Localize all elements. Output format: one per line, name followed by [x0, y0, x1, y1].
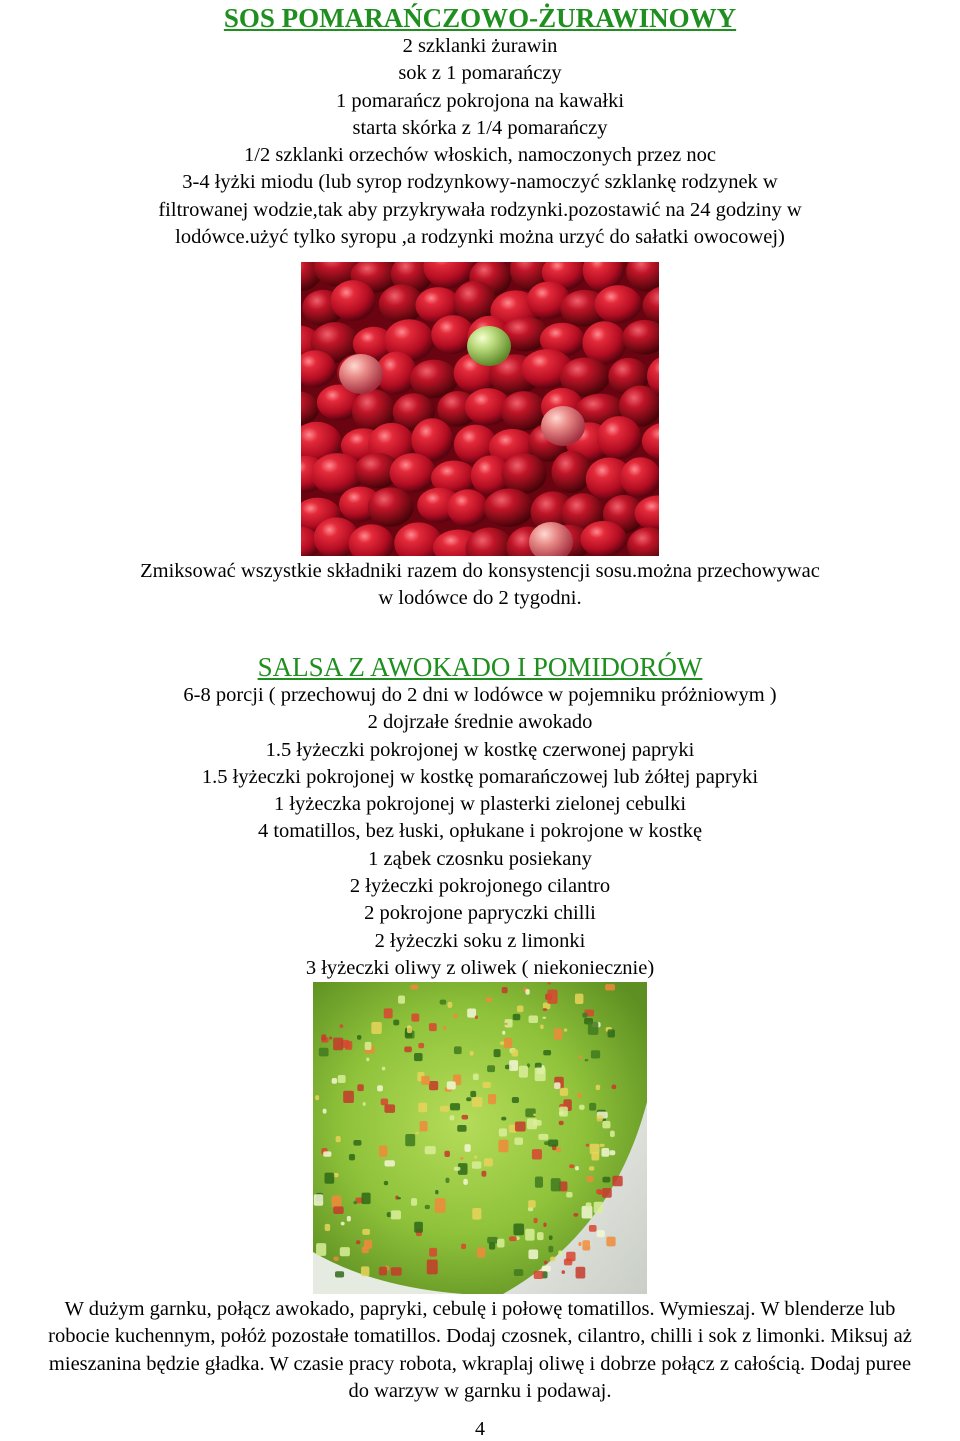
guacamole-chunk — [528, 1200, 536, 1208]
guacamole-chunk — [362, 1247, 369, 1253]
guacamole-chunk — [405, 1134, 415, 1146]
guacamole-chunk — [454, 1046, 462, 1054]
guacamole-chunk — [597, 1115, 603, 1121]
guacamole-chunk — [319, 1048, 329, 1057]
guacamole-chunk — [357, 1035, 361, 1040]
guacamole-chunk — [517, 1006, 524, 1013]
guacamole-chunk — [589, 1225, 597, 1232]
guacamole-chunk — [534, 1271, 543, 1279]
recipe2-instructions — [0, 1296, 960, 1405]
cranberry — [368, 487, 414, 526]
cranberry — [501, 453, 546, 494]
guacamole-chunk — [532, 1149, 542, 1159]
guacamole-chunk — [462, 1115, 469, 1120]
guacamole-chunk — [612, 1085, 617, 1090]
guacamole-chunk — [499, 1128, 507, 1136]
guacamole-chunk — [549, 1235, 553, 1240]
guacamole-chunk — [470, 1091, 476, 1097]
guacamole-chunk — [314, 1194, 323, 1206]
guacamole-chunk — [586, 1144, 590, 1147]
guacamole-chunk — [323, 1109, 327, 1114]
guacamole-chunk — [357, 1084, 363, 1091]
guacamole-chunk — [332, 1195, 342, 1207]
guacamole-chunk — [332, 1078, 337, 1084]
instruction-line: w lodówce do 2 tygodni. — [378, 587, 582, 610]
guacamole-chunk — [542, 1266, 551, 1272]
cranberry — [597, 416, 642, 459]
guacamole-chunk — [466, 1097, 471, 1101]
guacamole-chunk — [576, 1267, 586, 1279]
guacamole-chunk — [544, 1261, 548, 1265]
guacamole-chunk — [529, 1015, 538, 1023]
guacamole-chunk — [465, 1144, 471, 1152]
guacamole-chunk — [588, 1022, 598, 1035]
guacamole-chunk — [418, 1103, 427, 1113]
guacamole-chunk — [365, 1042, 372, 1050]
cranberry — [447, 489, 488, 526]
guacamole-chunk — [379, 1145, 387, 1156]
guacamole-chunk — [484, 1158, 493, 1166]
guacamole-chunk — [444, 1151, 450, 1157]
guacamole-chunk — [578, 1242, 581, 1246]
guacamole-chunk — [591, 1152, 599, 1161]
guacamole-chunk — [371, 1022, 381, 1034]
instruction-line: W dużym garnku, połącz awokado, papryki, cebulę i połowę tomatillos. Wymieszaj. W blenderze lub — [64, 1298, 896, 1320]
guacamole-chunk — [528, 1250, 538, 1260]
guacamole-chunk — [414, 1053, 423, 1061]
guacamole-chunk — [582, 1240, 590, 1250]
guacamole-chunk — [475, 1015, 478, 1019]
guacamole-chunk — [356, 1240, 361, 1244]
guacamole-chunk — [550, 1257, 555, 1262]
recipe1-instructions — [0, 558, 960, 613]
guacamole-chunk — [324, 1173, 334, 1184]
guacamole-chunk — [596, 1085, 600, 1090]
guacamole-chunk — [447, 1081, 456, 1089]
guacamole-photo — [313, 982, 647, 1294]
cranberries-photo — [301, 262, 659, 556]
guacamole-chunk — [509, 1236, 517, 1241]
guacamole-chunk — [559, 1107, 568, 1117]
guacamole-chunk — [579, 1055, 582, 1058]
guacamole-chunk — [425, 1146, 436, 1154]
guacamole-chunk — [527, 1118, 537, 1129]
guacamole-chunk — [382, 1067, 386, 1071]
guacamole-chunk — [548, 1140, 558, 1147]
guacamole-chunk — [391, 1210, 401, 1219]
guacamole-chunk — [362, 1229, 370, 1235]
guacamole-chunk — [534, 1218, 538, 1223]
guacamole-chunk — [489, 1242, 495, 1250]
guacamole-chunk — [339, 1024, 343, 1028]
guacamole-chunk — [448, 1002, 453, 1008]
page-number: 4 — [475, 1418, 485, 1440]
ingredient-line: sok z 1 pomarańczy — [398, 62, 562, 85]
guacamole-chunk — [410, 985, 418, 990]
guacamole-chunk — [381, 1099, 388, 1106]
guacamole-chunk — [485, 998, 492, 1002]
instruction-line: Zmiksować wszystkie składniki razem do konsystencji sosu.można przechowywac — [140, 560, 820, 582]
ingredient-line: 2 dojrzałe średnie awokado — [367, 711, 593, 734]
guacamole-chunk — [609, 1150, 615, 1155]
ingredient-line: 1.5 łyżeczki pokrojonej w kostkę pomarańczowej lub żółtej papryki — [201, 765, 759, 788]
cranberry — [551, 451, 591, 493]
ingredient-line: 1 ząbek czosnku posiekany — [368, 847, 592, 870]
cranberries-illustration — [301, 262, 659, 556]
guacamole-chunk — [379, 1267, 387, 1276]
guacamole-chunk — [425, 1205, 430, 1209]
guacamole-chunk — [450, 1115, 455, 1120]
guacamole-chunk — [429, 1081, 438, 1090]
guacamole-chunk — [533, 1113, 536, 1116]
guacamole-chunk — [602, 1121, 610, 1128]
guacamole-chunk — [407, 1026, 412, 1033]
guacamole-chunk — [472, 1161, 481, 1168]
guacamole-chunk — [579, 1105, 584, 1110]
guacamole-chunk — [421, 1076, 430, 1085]
guacamole-chunk — [543, 1222, 546, 1227]
ingredient-line: 1.5 łyżeczki pokrojonej w kostkę czerwonej papryki — [265, 738, 695, 761]
guacamole-chunk — [321, 1034, 326, 1040]
guacamole-chunk — [602, 1188, 612, 1198]
guacamole-chunk — [564, 1028, 568, 1031]
guacamole-chunk — [404, 1046, 412, 1052]
recipe1-ingredients — [0, 33, 960, 251]
ingredient-line: 2 łyżeczki soku z limonki — [374, 929, 586, 952]
guacamole-chunk — [362, 1193, 371, 1204]
guacamole-chunk — [461, 1244, 466, 1250]
guacamole-chunk — [548, 982, 552, 985]
cranberry — [331, 280, 376, 321]
guacamole-chunk — [397, 1197, 401, 1199]
guacamole-chunk — [558, 1250, 562, 1256]
ingredient-line: 4 tomatillos, bez łuski, opłukane i pokrojone w kostkę — [257, 820, 703, 843]
instruction-line: robocie kuchennym, połóż pozostałe tomatillos. Dodaj czosnek, cilantro, chilli i sok z limonki. Miksuj aż — [48, 1325, 912, 1348]
guacamole-chunk — [427, 1259, 438, 1274]
guacamole-chunk — [537, 1232, 544, 1240]
guacamole-chunk — [575, 1166, 579, 1170]
ingredient-line: 1 łyżeczka pokrojonej w plasterki zielonej cebulki — [273, 793, 687, 816]
guacamole-chunk — [566, 1192, 572, 1197]
guacamole-chunk — [323, 1151, 331, 1156]
instruction-line: mieszanina będzie gładka. W czasie pracy robota, wkraplaj oliwę i dobrze połącz z całością. Dodaj puree — [48, 1352, 912, 1375]
guacamole-chunk — [473, 1074, 479, 1081]
guacamole-chunk — [443, 1026, 447, 1030]
guacamole-chunk — [488, 1094, 496, 1104]
guacamole-chunk — [512, 1097, 519, 1103]
guacamole-chunk — [540, 1024, 544, 1029]
guacamole-chunk — [474, 1155, 477, 1159]
guacamole-chunk — [487, 1065, 495, 1072]
guacamole-chunk — [525, 1229, 534, 1241]
guacamole-chunk — [398, 995, 405, 1003]
guacamole-chunk — [336, 1136, 341, 1142]
guacamole-chunk — [509, 1060, 518, 1071]
guacamole-illustration — [313, 982, 647, 1294]
guacamole-chunk — [594, 1202, 603, 1213]
guacamole-chunk — [586, 1202, 592, 1208]
guacamole-chunk — [460, 1157, 463, 1159]
guacamole-chunk — [333, 1206, 343, 1214]
guacamole-chunk — [519, 1066, 528, 1078]
guacamole-chunk — [384, 1008, 393, 1018]
recipe2-title: SALSA Z AWOKADO I POMIDORÓW — [257, 652, 703, 682]
guacamole-chunk — [608, 1029, 615, 1037]
guacamole-chunk — [440, 1000, 447, 1005]
guacamole-chunk — [573, 1213, 578, 1217]
guacamole-chunk — [349, 1154, 355, 1160]
guacamole-chunk — [347, 1216, 351, 1222]
guacamole-chunk — [548, 1246, 553, 1253]
cranberry — [580, 521, 626, 556]
guacamole-chunk — [582, 1013, 587, 1018]
guacamole-chunk — [377, 1085, 383, 1091]
guacamole-chunk — [353, 1140, 361, 1146]
guacamole-chunk — [453, 1014, 457, 1018]
guacamole-chunk — [560, 1088, 568, 1096]
guacamole-chunk — [472, 1097, 482, 1107]
ingredient-line: lodówce.użyć tylko syropu ,a rodzynki można urzyć do sałatki owocowej) — [175, 226, 785, 249]
ingredient-line: 1/2 szklanki orzechów włoskich, namoczonych przez noc — [244, 144, 716, 167]
guacamole-chunk — [606, 1237, 615, 1247]
ingredient-line: 2 łyżeczki pokrojonego cilantro — [349, 875, 611, 898]
guacamole-chunk — [602, 1177, 610, 1183]
guacamole-chunk — [450, 1103, 460, 1110]
guacamole-chunk — [440, 1106, 449, 1112]
guacamole-chunk — [418, 1043, 424, 1048]
guacamole-chunk — [535, 1067, 546, 1081]
guacamole-chunk — [591, 1050, 600, 1058]
guacamole-chunk — [569, 1164, 574, 1168]
guacamole-chunk — [514, 1269, 523, 1276]
guacamole-chunk — [587, 1176, 594, 1182]
ingredient-line: 3 łyżeczki oliwy z oliwek ( niekoniecznie) — [305, 956, 655, 979]
guacamole-chunk — [315, 1095, 319, 1100]
guacamole-chunk — [502, 987, 508, 993]
guacamole-chunk — [384, 1160, 394, 1166]
ingredient-line: 6-8 porcji ( przechowuj do 2 dni w lodówce w pojemniku próżniowym ) — [183, 684, 777, 706]
guacamole-chunk — [535, 1063, 542, 1068]
guacamole-chunk — [445, 1178, 449, 1183]
guacamole-chunk — [335, 1271, 344, 1277]
guacamole-chunk — [562, 1270, 566, 1274]
guacamole-chunk — [494, 1049, 501, 1057]
guacamole-chunk — [353, 1201, 357, 1205]
guacamole-chunk — [559, 1121, 564, 1125]
guacamole-chunk — [498, 1140, 508, 1153]
guacamole-chunk — [605, 984, 615, 990]
guacamole-chunk — [542, 1017, 546, 1019]
guacamole-chunk — [411, 1198, 417, 1206]
ingredient-line: filtrowanej wodzie,tak aby przykrywała rodzynki.pozostawić na 24 godziny w — [158, 198, 802, 221]
guacamole-chunk — [420, 1121, 428, 1131]
guacamole-chunk — [361, 1266, 369, 1276]
guacamole-chunk — [556, 1147, 561, 1152]
guacamole-chunk — [578, 1093, 582, 1098]
guacamole-chunk — [393, 1020, 399, 1026]
ingredient-line: 1 pomarańcz pokrojona na kawałki — [335, 89, 625, 112]
guacamole-chunk — [334, 1257, 339, 1261]
guacamole-chunk — [525, 1108, 535, 1117]
ingredient-line: starta skórka z 1/4 pomarańczy — [352, 116, 608, 139]
guacamole-chunk — [343, 1091, 354, 1103]
cranberry — [467, 326, 511, 366]
guacamole-chunk — [566, 1252, 575, 1262]
guacamole-chunk — [589, 1166, 594, 1170]
guacamole-chunk — [554, 1028, 562, 1040]
guacamole-chunk — [515, 1122, 526, 1132]
guacamole-chunk — [497, 1239, 504, 1248]
guacamole-chunk — [435, 1190, 438, 1195]
guacamole-chunk — [457, 1125, 466, 1132]
guacamole-chunk — [463, 1179, 467, 1185]
guacamole-chunk — [601, 1148, 609, 1157]
guacamole-chunk — [514, 1138, 523, 1145]
guacamole-chunk — [329, 1036, 332, 1039]
guacamole-chunk — [411, 1013, 419, 1021]
guacamole-chunk — [363, 1102, 366, 1106]
guacamole-chunk — [575, 994, 583, 1004]
cranberry — [595, 285, 642, 323]
guacamole-chunk — [538, 1134, 548, 1140]
guacamole-chunk — [333, 1038, 343, 1051]
ingredient-line: 2 pokrojone papryczki chilli — [364, 902, 596, 925]
guacamole-chunk — [547, 990, 557, 1004]
guacamole-chunk — [429, 1023, 437, 1031]
ingredient-line: 2 szklanki żurawin — [402, 35, 558, 57]
guacamole-chunk — [504, 1038, 512, 1048]
guacamole-chunk — [316, 1243, 326, 1256]
recipe1-title: SOS POMARAŃCZOWO-ŻURAWINOWY — [223, 3, 737, 33]
cranberry — [501, 391, 546, 431]
guacamole-chunk — [483, 1082, 491, 1088]
guacamole-chunk — [429, 1248, 437, 1257]
guacamole-chunk — [415, 1132, 419, 1134]
guacamole-chunk — [596, 1189, 602, 1194]
guacamole-chunk — [481, 1171, 486, 1177]
guacamole-chunk — [502, 1031, 505, 1035]
cranberry — [339, 354, 383, 394]
guacamole-chunk — [535, 1177, 543, 1188]
guacamole-chunk — [585, 1059, 589, 1062]
guacamole-chunk — [454, 1167, 461, 1171]
guacamole-chunk — [470, 1051, 474, 1056]
guacamole-chunk — [435, 1198, 446, 1213]
guacamole-chunk — [511, 1049, 518, 1056]
guacamole-chunk — [384, 1104, 395, 1112]
guacamole-chunk — [467, 1008, 476, 1017]
guacamole-chunk — [600, 1144, 605, 1147]
guacamole-chunk — [366, 1057, 369, 1061]
guacamole-chunk — [325, 1224, 330, 1231]
guacamole-chunk — [543, 1050, 551, 1055]
guacamole-chunk — [340, 1247, 350, 1256]
guacamole-chunk — [513, 1223, 524, 1235]
guacamole-chunk — [338, 1075, 346, 1083]
guacamole-chunk — [472, 1208, 481, 1220]
guacamole-chunk — [554, 1082, 560, 1089]
cranberry — [484, 488, 534, 527]
guacamole-chunk — [384, 1181, 388, 1185]
guacamole-chunk — [610, 1131, 615, 1137]
cranberry — [390, 453, 436, 493]
guacamole-chunk — [501, 1117, 506, 1121]
guacamole-chunk — [597, 1230, 605, 1237]
guacamole-chunk — [551, 1178, 561, 1191]
guacamole-chunk — [525, 989, 529, 995]
guacamole-chunk — [477, 1247, 485, 1257]
instruction-line: do warzyw w garnku i podawaj. — [348, 1379, 612, 1402]
guacamole-chunk — [414, 1222, 423, 1233]
guacamole-chunk — [513, 1014, 521, 1020]
guacamole-chunk — [391, 1267, 402, 1275]
guacamole-chunk — [543, 1008, 547, 1011]
ingredient-line: 3-4 łyżki miodu (lub syrop rodzynkowy-namoczyć szklankę rodzynek w — [182, 171, 778, 194]
recipe2-ingredients — [0, 682, 960, 982]
guacamole-chunk — [589, 1103, 596, 1111]
guacamole-chunk — [612, 1176, 622, 1186]
guacamole-chunk — [341, 1222, 345, 1226]
guacamole-chunk — [504, 1023, 507, 1025]
cranberry — [541, 406, 585, 446]
